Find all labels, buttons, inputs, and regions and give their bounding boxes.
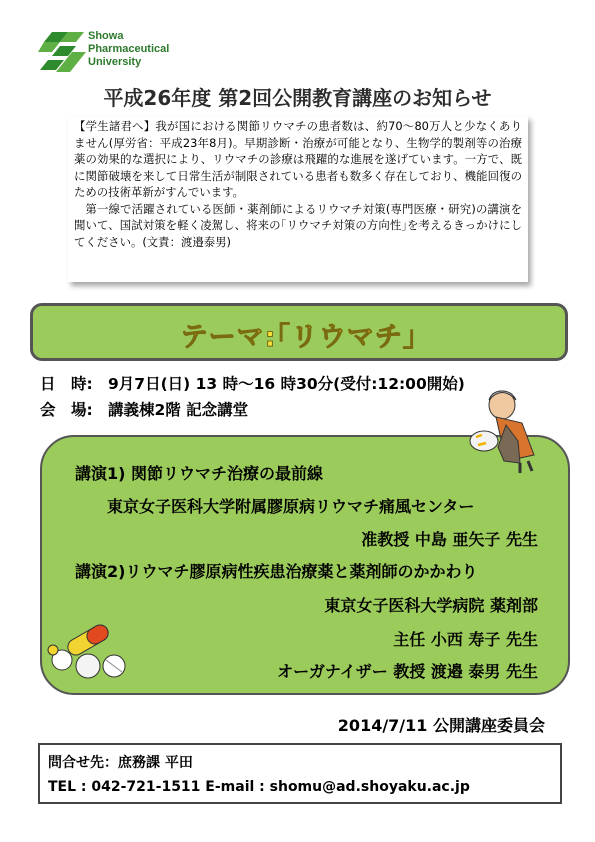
university-name bbox=[88, 30, 169, 69]
intro-paragraph-1: 【学生諸君へ】我が国における関節リウマチの患者数は、約70～80万人と少なくありません(厚労省：平成23年8月)。早期診断・治療が可能となり、生物学的製剤等の治療薬の効果的な選択により、リウマチの診療は飛躍的な進展を遂げています。一方で、既に関節破壊を来して日常生活が制限されている患者も数多く存在しており、機能回復のための技術革新がすんでいます。 bbox=[74, 119, 522, 199]
logo-line-3: University bbox=[88, 56, 142, 68]
logo-line-1: Showa bbox=[88, 30, 124, 42]
organizer-line: オーガナイザー 教授 渡邉 泰男 先生 bbox=[277, 662, 538, 681]
lecture-1-organization: 東京女子医科大学附属膠原病リウマチ痛風センター bbox=[107, 497, 475, 516]
venue-label: 会 場: bbox=[40, 401, 93, 419]
contact-phone-email: TEL : 042-721-1511 E-mail : shomu@ad.shoyaku.ac.jp bbox=[48, 779, 470, 795]
university-logo-icon bbox=[38, 30, 86, 74]
intro-paragraph-2: 第一線で活躍されている医師・薬剤師によるリウマチ対策(専門医療・研究)の講演を聞いて、国試対策を軽く凌駕し、将来の｢リウマチ対策の方向性｣を考えるきっかけにしてください。(文責：渡邉泰男) bbox=[74, 201, 522, 249]
venue-value: 講義棟2階 記念講堂 bbox=[108, 401, 249, 419]
logo-line-2: Pharmaceutical bbox=[88, 43, 170, 55]
date-row bbox=[40, 372, 465, 394]
date-label: 日 時: bbox=[40, 375, 93, 393]
elderly-woman-illustration bbox=[462, 385, 548, 475]
theme-text: テーマ:｢リウマチ｣ bbox=[180, 322, 418, 353]
contact-box bbox=[38, 743, 562, 804]
page-title: 平成26年度 第2回公開教育講座のお知らせ bbox=[103, 86, 492, 110]
lecture-2-title: 講演2)リウマチ膠原病性疾患治療薬と薬剤師のかかわり bbox=[75, 562, 478, 581]
theme-banner bbox=[30, 303, 568, 361]
contact-person: 問合せ先：庶務課 平田 bbox=[48, 755, 193, 771]
intro-box bbox=[68, 116, 528, 282]
lecture-1-title: 講演1) 関節リウマチ治療の最前線 bbox=[75, 464, 324, 483]
issue-date-line: 2014/7/11 公開講座委員会 bbox=[337, 716, 545, 735]
date-value: 9月7日(日) 13 時～16 時30分(受付:12:00開始) bbox=[108, 375, 465, 393]
lecture-1-speaker: 准教授 中島 亜矢子 先生 bbox=[361, 530, 538, 549]
pills-illustration bbox=[44, 610, 136, 682]
venue-row bbox=[40, 398, 248, 420]
lecture-2-organization: 東京女子医科大学病院 薬剤部 bbox=[324, 596, 538, 615]
lecture-2-speaker: 主任 小西 寿子 先生 bbox=[393, 630, 538, 649]
